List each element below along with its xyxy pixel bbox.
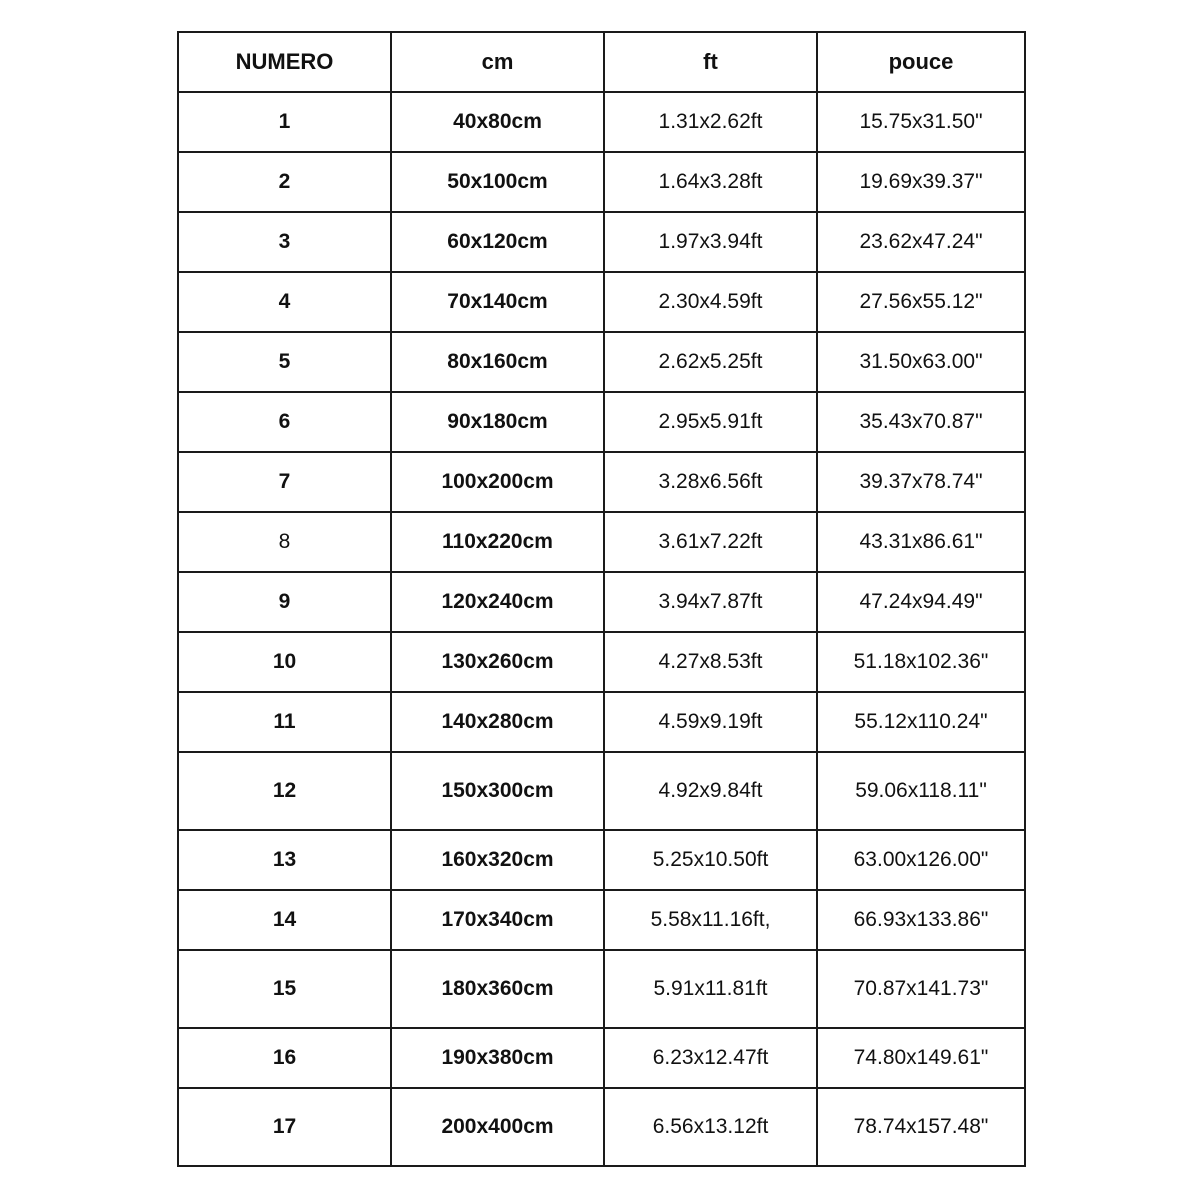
cell-numero: 15	[178, 950, 391, 1028]
table-row	[178, 572, 1025, 632]
cell-ft: 6.56x13.12ft	[604, 1088, 817, 1166]
cell-numero: 6	[178, 392, 391, 452]
cell-pouce: 31.50x63.00"	[817, 332, 1025, 392]
table-row	[178, 92, 1025, 152]
cell-pouce: 43.31x86.61"	[817, 512, 1025, 572]
cell-pouce: 66.93x133.86"	[817, 890, 1025, 950]
cell-numero: 9	[178, 572, 391, 632]
cell-cm: 170x340cm	[391, 890, 604, 950]
table-row	[178, 632, 1025, 692]
cell-cm: 180x360cm	[391, 950, 604, 1028]
cell-numero: 1	[178, 92, 391, 152]
table-row	[178, 152, 1025, 212]
cell-ft: 4.92x9.84ft	[604, 752, 817, 830]
table-row	[178, 1028, 1025, 1088]
cell-cm: 160x320cm	[391, 830, 604, 890]
table-row	[178, 212, 1025, 272]
cell-pouce: 51.18x102.36"	[817, 632, 1025, 692]
table-row	[178, 272, 1025, 332]
cell-pouce: 27.56x55.12"	[817, 272, 1025, 332]
cell-cm: 70x140cm	[391, 272, 604, 332]
cell-numero: 11	[178, 692, 391, 752]
cell-pouce: 47.24x94.49"	[817, 572, 1025, 632]
cell-numero: 10	[178, 632, 391, 692]
cell-cm: 120x240cm	[391, 572, 604, 632]
cell-pouce: 39.37x78.74"	[817, 452, 1025, 512]
cell-ft: 4.27x8.53ft	[604, 632, 817, 692]
cell-numero: 5	[178, 332, 391, 392]
table-row	[178, 752, 1025, 830]
cell-cm: 50x100cm	[391, 152, 604, 212]
cell-cm: 90x180cm	[391, 392, 604, 452]
cell-ft: 3.94x7.87ft	[604, 572, 817, 632]
header-numero: NUMERO	[178, 32, 391, 92]
header-ft: ft	[604, 32, 817, 92]
cell-pouce: 59.06x118.11"	[817, 752, 1025, 830]
table-row	[178, 392, 1025, 452]
cell-ft: 1.31x2.62ft	[604, 92, 817, 152]
cell-pouce: 23.62x47.24"	[817, 212, 1025, 272]
cell-ft: 5.25x10.50ft	[604, 830, 817, 890]
cell-cm: 130x260cm	[391, 632, 604, 692]
cell-pouce: 19.69x39.37"	[817, 152, 1025, 212]
cell-pouce: 15.75x31.50"	[817, 92, 1025, 152]
table-row	[178, 890, 1025, 950]
cell-ft: 2.95x5.91ft	[604, 392, 817, 452]
cell-cm: 190x380cm	[391, 1028, 604, 1088]
table-row	[178, 950, 1025, 1028]
cell-ft: 6.23x12.47ft	[604, 1028, 817, 1088]
cell-cm: 200x400cm	[391, 1088, 604, 1166]
cell-pouce: 70.87x141.73"	[817, 950, 1025, 1028]
cell-numero: 16	[178, 1028, 391, 1088]
header-cm: cm	[391, 32, 604, 92]
cell-cm: 80x160cm	[391, 332, 604, 392]
cell-numero: 14	[178, 890, 391, 950]
table-row	[178, 512, 1025, 572]
cell-ft: 5.58x11.16ft,	[604, 890, 817, 950]
cell-ft: 3.61x7.22ft	[604, 512, 817, 572]
cell-cm: 110x220cm	[391, 512, 604, 572]
cell-ft: 2.30x4.59ft	[604, 272, 817, 332]
table-row	[178, 692, 1025, 752]
cell-cm: 150x300cm	[391, 752, 604, 830]
cell-ft: 4.59x9.19ft	[604, 692, 817, 752]
cell-pouce: 63.00x126.00"	[817, 830, 1025, 890]
table-row	[178, 452, 1025, 512]
cell-numero: 17	[178, 1088, 391, 1166]
table-row	[178, 830, 1025, 890]
table-row	[178, 1088, 1025, 1166]
size-table	[177, 31, 1026, 1167]
cell-ft: 5.91x11.81ft	[604, 950, 817, 1028]
cell-numero: 7	[178, 452, 391, 512]
cell-numero: 3	[178, 212, 391, 272]
cell-pouce: 78.74x157.48"	[817, 1088, 1025, 1166]
cell-ft: 3.28x6.56ft	[604, 452, 817, 512]
cell-cm: 60x120cm	[391, 212, 604, 272]
cell-ft: 1.97x3.94ft	[604, 212, 817, 272]
cell-ft: 2.62x5.25ft	[604, 332, 817, 392]
cell-cm: 100x200cm	[391, 452, 604, 512]
table-header-row	[178, 32, 1025, 92]
cell-numero: 4	[178, 272, 391, 332]
cell-pouce: 35.43x70.87"	[817, 392, 1025, 452]
cell-numero: 8	[178, 512, 391, 572]
cell-cm: 40x80cm	[391, 92, 604, 152]
cell-numero: 13	[178, 830, 391, 890]
header-pouce: pouce	[817, 32, 1025, 92]
cell-numero: 2	[178, 152, 391, 212]
cell-numero: 12	[178, 752, 391, 830]
table-row	[178, 332, 1025, 392]
cell-pouce: 55.12x110.24"	[817, 692, 1025, 752]
cell-ft: 1.64x3.28ft	[604, 152, 817, 212]
cell-cm: 140x280cm	[391, 692, 604, 752]
cell-pouce: 74.80x149.61"	[817, 1028, 1025, 1088]
